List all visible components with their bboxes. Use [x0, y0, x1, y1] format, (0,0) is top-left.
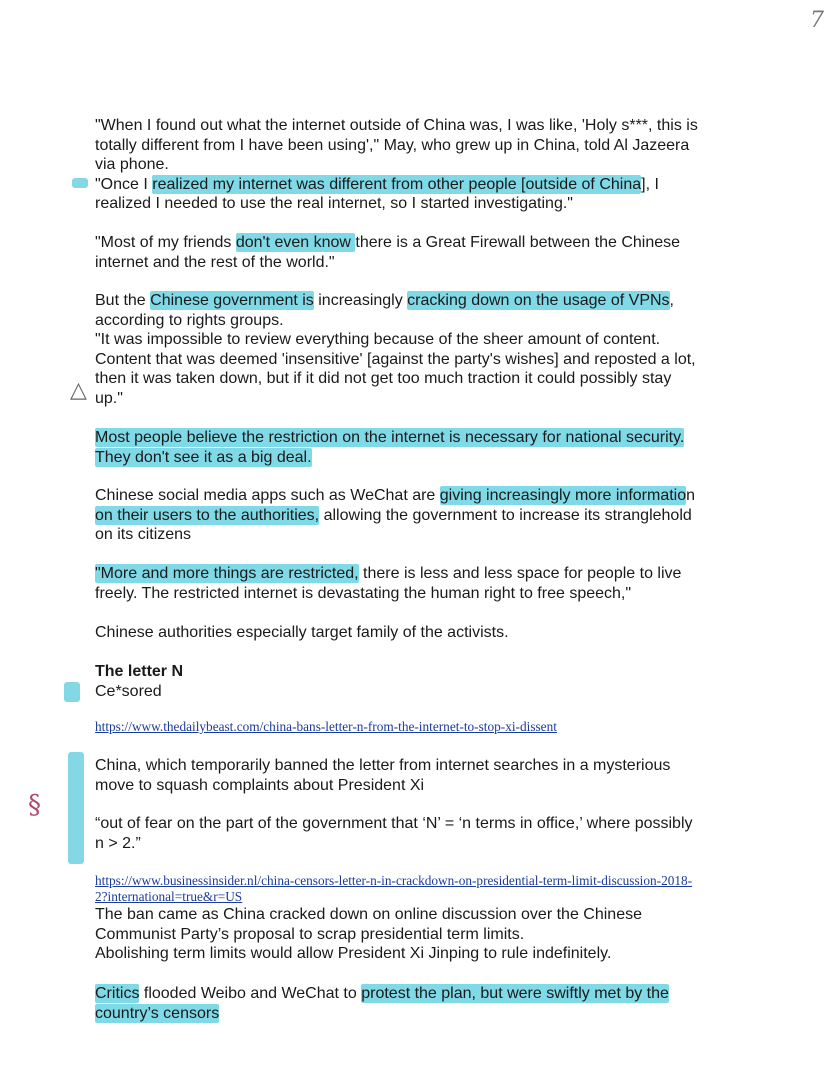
- margin-highlight-mark: [72, 178, 88, 188]
- highlight: "More and more things are restricted,: [95, 565, 359, 582]
- margin-triangle-mark: △: [70, 378, 87, 403]
- source-link-dailybeast[interactable]: https://www.thedailybeast.com/china-bans-letter-n-from-the-internet-to-stop-xi-dissent: [95, 719, 557, 734]
- paragraph-china-ban: China, which temporarily banned the letter from internet searches in a mysterious move to squash complaints about President Xi: [95, 757, 671, 794]
- section-heading: The letter N: [95, 663, 184, 680]
- highlight: giving increasingly more informatio: [439, 487, 687, 504]
- paragraph-term-limits: The ban came as China cracked down on online discussion over the Chinese Communist Party’s proposal to scrap presidential term limits. Abolishing term limits would allow President Xi Jinping to rule indefinitely.: [95, 906, 642, 962]
- highlight: realized my internet was different from other people [outside of China: [152, 175, 642, 193]
- section-subtitle: Ce*sored: [95, 682, 162, 700]
- margin-handwritten-scribble: §: [28, 790, 41, 820]
- highlight: cracking down on the usage of VPNs: [407, 292, 670, 309]
- paragraph-activists: Chinese authorities especially target family of the activists.: [95, 624, 509, 641]
- highlight: protest the plan, but were swiftly met by the: [361, 985, 669, 1002]
- paragraph-critics: Critics flooded Weibo and WeChat to protest the plan, but were swiftly met by the country’s censors: [95, 985, 669, 1022]
- paragraph-quote-may: "When I found out what the internet outside of China was, I was like, 'Holy s***, this is totally different from I have been using'," May, who grew up in China, told Al Jazeera via phone. "Once I realized my internet was different from other people [outside of China], I realized I needed to use the real internet, so I started investigating.": [95, 117, 698, 212]
- paragraph-fear-quote: “out of fear on the part of the government that ‘N’ = ‘n terms in office,’ where possibly n > 2.”: [95, 815, 693, 852]
- margin-highlight-bar: [68, 752, 84, 864]
- highlight: Chinese government is: [150, 292, 314, 309]
- highlight: They don't see it as a big deal.: [95, 448, 312, 466]
- highlight: on their users to the authorities,: [95, 506, 320, 524]
- highlight: Critics: [95, 985, 140, 1002]
- margin-highlight-mark: [64, 682, 80, 702]
- paragraph-vpn-crackdown: But the Chinese government is increasingly cracking down on the usage of VPNs, according to rights groups. "It was impossible to review everything because of the sheer amount of content. Content that was deemed 'insensitive' [against the party's wishes] and reposted a lot, then it was taken down, but if it did not get too much traction it could possibly stay up.": [95, 292, 696, 407]
- paragraph-wechat: Chinese social media apps such as WeChat are giving increasingly more information on their users to the authorities, allowing the government to increase its stranglehold on its citizens: [95, 487, 696, 543]
- paragraph-national-security: [95, 428, 755, 467]
- source-link-businessinsider[interactable]: https://www.businessinsider.nl/china-censors-letter-n-in-crackdown-on-presidential-term-limit-discussion-2018- 2?international=true&r=US: [95, 873, 693, 904]
- paragraph-friends: "Most of my friends don't even know there is a Great Firewall between the Chinese internet and the rest of the world.": [95, 234, 681, 271]
- page-number: 7: [810, 8, 824, 33]
- highlight: don't even know: [235, 234, 356, 251]
- paragraph-restricted: "More and more things are restricted, there is less and less space for people to live freely. The restricted internet is devastating the human right to free speech,": [95, 565, 682, 602]
- highlight: Most people believe the restriction on the internet is necessary for national security.: [95, 429, 685, 446]
- section-letter-n: [95, 662, 755, 701]
- highlight: country’s censors: [95, 1004, 220, 1022]
